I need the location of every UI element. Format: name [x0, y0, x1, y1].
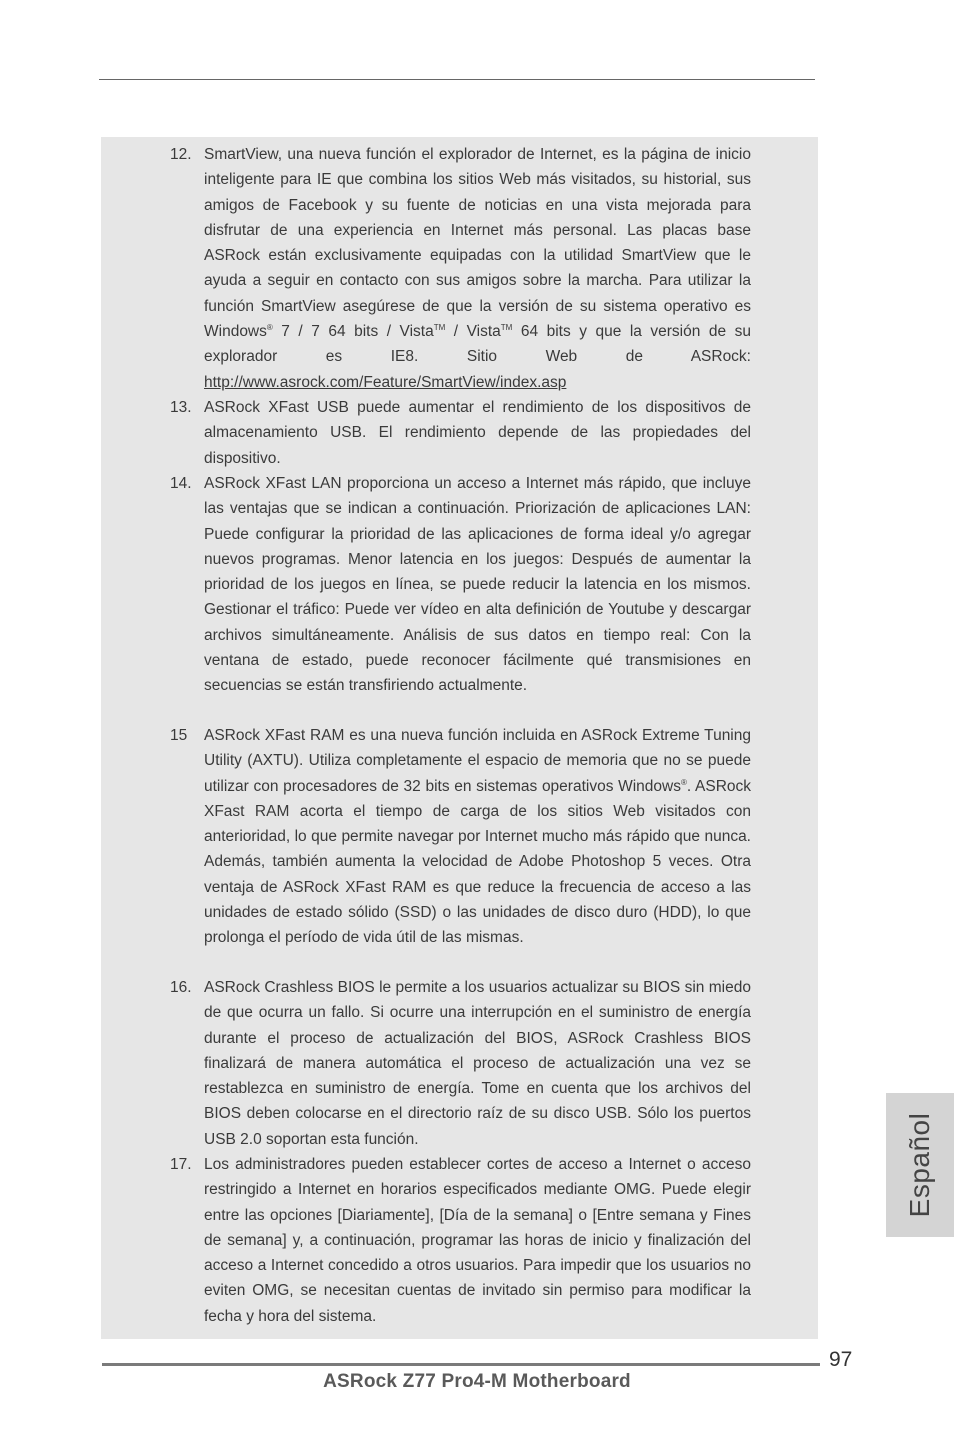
- item-text: [204, 723, 751, 951]
- item-number: 15: [170, 727, 188, 744]
- registered-mark: ®: [681, 777, 687, 787]
- list-item-13: [170, 395, 751, 471]
- registered-mark: ®: [266, 322, 273, 332]
- item-text-part: ASRock XFast RAM es una nueva función incluida en ASRock Extreme Tuning Utility (AXTU). Utiliza completamente el espacio de memoria que no se puede utilizar con procesadores de 32 bits en sistemas operativos Windows: [204, 727, 751, 795]
- item-text: [204, 142, 751, 395]
- item-text: ASRock XFast USB puede aumentar el rendimiento de los dispositivos de almacenamiento USB. El rendimiento depende de las propiedades del dispositivo.: [204, 399, 751, 467]
- item-text-part: SmartView, una nueva función el explorador de Internet, es la página de inicio inteligente para IE que combina los sitios Web más visitados, su historial, sus amigos de Facebook y su fuente de noticias en una vista mejorada para disfrutar de una experiencia en Internet más personal. Las placas base ASRock están exclusivamente equipadas con la utilidad SmartView que le ayuda a seguir en contacto con sus amigos sobre la marcha. Para utilizar la función SmartView asegúrese de que la versión de su sistema operativo es Windows: [204, 146, 751, 341]
- language-tab: [886, 1093, 954, 1237]
- language-tab-label: Español: [904, 1112, 935, 1218]
- item-text-part: / Vista: [445, 323, 501, 341]
- item-text-part: . ASRock XFast RAM acorta el tiempo de carga de los sitios Web visitados con anterioridad, lo que permite navegar por Internet mucho más rápido que nunca. Además, también aumenta la velocidad de Adobe Photoshop 5 veces. Otra ventaja de ASRock XFast RAM es que reduce la frecuencia de acceso a las unidades de estado sólido (SSD) o las unidades de disco duro (HDD), lo que prolonga el período de vida útil de las mismas.: [204, 777, 752, 947]
- item-number: 12.: [170, 146, 192, 163]
- item-text: ASRock XFast LAN proporciona un acceso a Internet más rápido, que incluye las ventajas que se indican a continuación. Priorización de aplicaciones LAN: Puede configurar la prioridad de las aplicaciones de forma ideal y/o agregar nuevos programas. Menor latencia en los juegos: Después de aumentar la prioridad de los juegos en línea, se puede reducir la latencia en los mismos. Gestionar el tráfico: Puede ver vídeo en alta definición de Youtube y descargar archivos simultáneamente. Análisis de sus datos en tiempo real: Con la ventana de estado, puede reconocer fácilmente qué transmisiones en secuencias se están transfiriendo actualmente.: [204, 475, 751, 695]
- item-number: 14.: [170, 475, 192, 492]
- item-text-part: 64 bits y que la versión de su explorador es IE8. Sitio Web de ASRock:: [204, 323, 751, 366]
- list-item-14: [170, 471, 751, 699]
- list-item-16: [170, 975, 751, 1152]
- footer-rule: [102, 1363, 820, 1366]
- footer-title: ASRock Z77 Pro4-M Motherboard: [323, 1371, 631, 1392]
- smartview-link[interactable]: http://www.asrock.com/Feature/SmartView/index.asp: [204, 373, 567, 391]
- list-item-15: [170, 723, 751, 951]
- list-item-17: [170, 1152, 751, 1329]
- item-number: 17.: [170, 1156, 192, 1173]
- item-text-part: 7 / 7 64 bits / Vista: [272, 323, 434, 341]
- item-number: 16.: [170, 979, 192, 996]
- header-rule: [99, 79, 815, 80]
- list-item-12: [170, 142, 751, 395]
- item-text: Los administradores pueden establecer cortes de acceso a Internet o acceso restringido a Internet en horarios especificados mediante OMG. Puede elegir entre las opciones [Diariamente], [Día de la semana] o [Entre semana y Fines de semana] y, a continuación, programar las horas de inicio y finalización del acceso a Internet concedido a otros usuarios. Para impedir que los usuarios no eviten OMG, se necesitan cuentas de invitado sin permiso para modificar la fecha y hora del sistema.: [204, 1156, 751, 1325]
- trademark-mark: TM: [500, 322, 513, 332]
- trademark-mark: TM: [433, 322, 446, 332]
- item-text: ASRock Crashless BIOS le permite a los usuarios actualizar su BIOS sin miedo de que ocurra un fallo. Si ocurre una interrupción en el suministro de energía durante el proceso de actualización del BIOS, ASRock Crashless BIOS finalizará de manera automática el proceso de actualización una vez se restablezca en suministro de energía. Tome en cuenta que los archivos del BIOS deben colocarse en el directorio raíz de su disco USB. Sólo los puertos USB 2.0 soportan esta función.: [204, 979, 751, 1148]
- item-number: 13.: [170, 399, 192, 416]
- page-number: 97: [829, 1348, 853, 1371]
